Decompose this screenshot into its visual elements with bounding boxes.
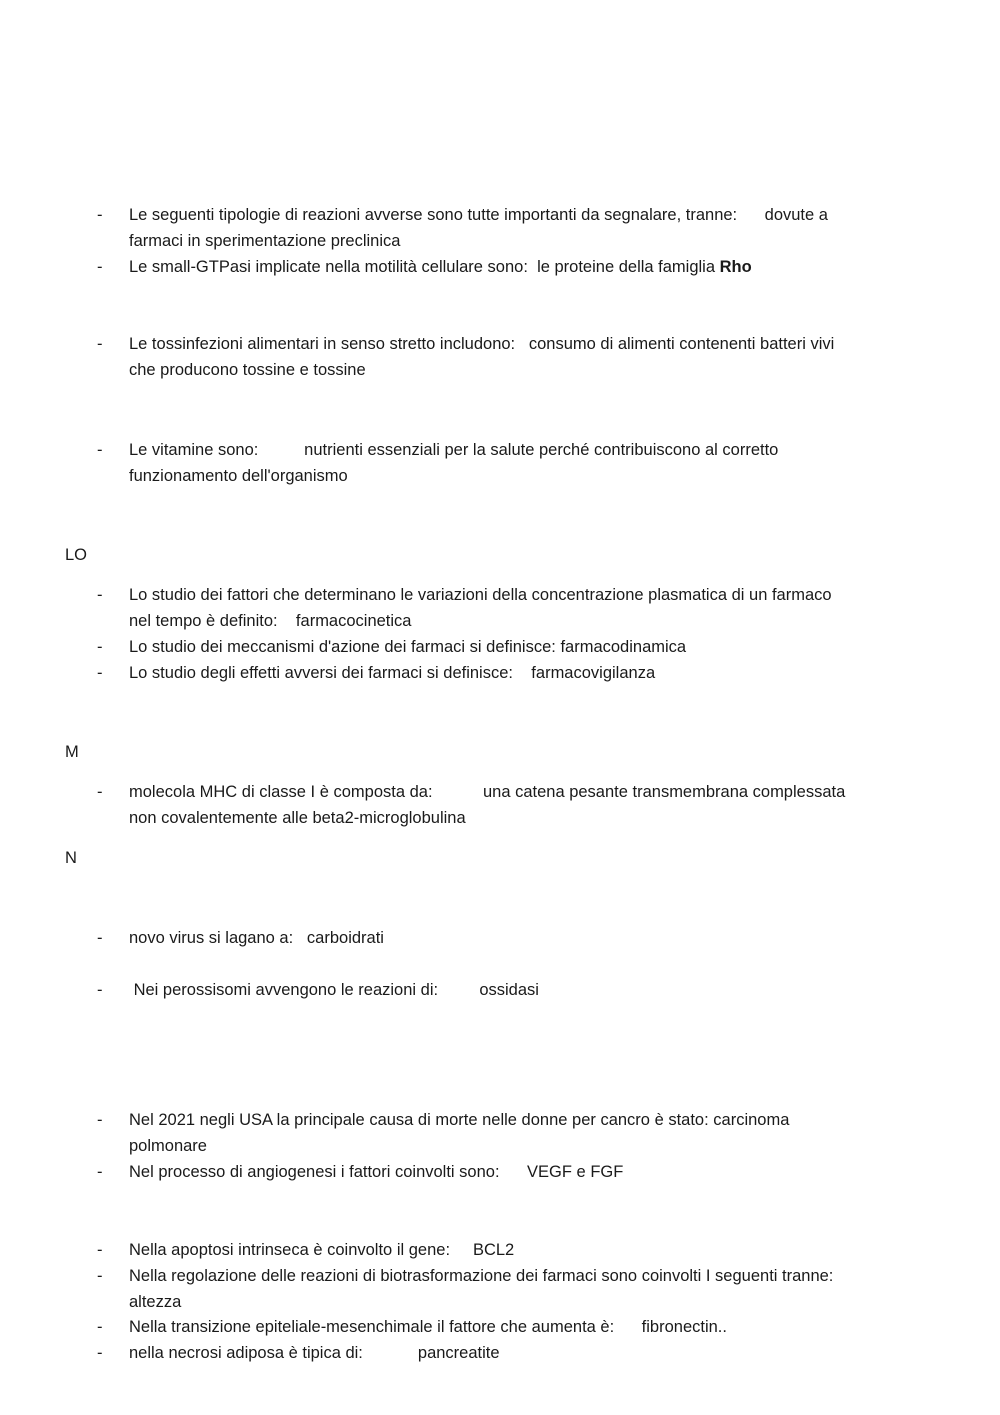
section-heading: N [65, 849, 77, 867]
list-item-line [129, 1237, 514, 1263]
list-item-text: Lo studio dei fattori che determinano le variazioni della concentrazione plasmatica di un farmaco [129, 586, 832, 604]
list-item-text: nella necrosi adiposa è tipica di: pancreatite [129, 1344, 500, 1362]
list-item-line [129, 1159, 623, 1185]
list-bullet: - [97, 638, 103, 656]
list-bullet: - [97, 258, 103, 276]
list-item-text: novo virus si lagano a: carboidrati [129, 929, 384, 947]
list-item-line [129, 331, 834, 357]
section-heading: LO [65, 546, 88, 564]
list-item-line [129, 254, 752, 280]
list-item-line [129, 1133, 207, 1159]
list-item-text: Le vitamine sono: nutrienti essenziali per la salute perché contribuiscono al corretto [129, 441, 779, 459]
list-bullet: - [97, 335, 103, 353]
list-item-text: molecola MHC di classe I è composta da: una catena pesante transmembrana complessata [129, 783, 846, 801]
list-item-line [129, 202, 828, 228]
list-item-line [129, 582, 832, 608]
list-bullet: - [97, 1267, 103, 1285]
list-bullet: - [97, 664, 103, 682]
list-item-line [129, 925, 384, 951]
list-item-text: polmonare [129, 1137, 207, 1155]
list-item-line [129, 1263, 833, 1289]
list-item-text: Nella regolazione delle reazioni di biotrasformazione dei farmaci sono coinvolti I seguenti tranne: [129, 1267, 834, 1285]
list-item-line [129, 1289, 181, 1315]
list-bullet: - [97, 1241, 103, 1259]
list-item-line [129, 805, 466, 831]
list-item-line [129, 1107, 789, 1133]
list-item-text: non covalentemente alle beta2-microglobulina [129, 809, 466, 827]
list-bullet: - [97, 1111, 103, 1129]
list-bullet: - [97, 1318, 103, 1336]
list-item-line [129, 660, 655, 686]
list-item-line [129, 779, 845, 805]
list-bullet: - [97, 1344, 103, 1362]
list-bullet: - [97, 1163, 103, 1181]
list-bullet: - [97, 981, 103, 999]
list-item-text: Nei perossisomi avvengono le reazioni di: ossidasi [129, 981, 539, 999]
list-item-text: Nel processo di angiogenesi i fattori coinvolti sono: VEGF e FGF [129, 1163, 624, 1181]
list-item-text: nel tempo è definito: farmacocinetica [129, 612, 412, 630]
list-item-text: Lo studio degli effetti avversi dei farmaci si definisce: farmacovigilanza [129, 664, 656, 682]
list-item-line [129, 977, 539, 1003]
list-item-text: altezza [129, 1293, 182, 1311]
list-bullet: - [97, 441, 103, 459]
list-item-line [129, 437, 778, 463]
list-item-text: Nel 2021 negli USA la principale causa di morte nelle donne per cancro è stato: carcinoma [129, 1111, 790, 1129]
list-bullet: - [97, 206, 103, 224]
list-item-text: Le tossinfezioni alimentari in senso stretto includono: consumo di alimenti contenenti batteri vivi [129, 335, 835, 353]
list-bullet: - [97, 783, 103, 801]
list-bullet: - [97, 929, 103, 947]
list-item-line [129, 1340, 500, 1366]
list-item-text: Le small-GTPasi implicate nella motilità cellulare sono: le proteine della famiglia [129, 258, 720, 276]
list-item-line [129, 634, 686, 660]
list-item-line [129, 357, 366, 383]
list-item-text: Lo studio dei meccanismi d'azione dei farmaci si definisce: farmacodinamica [129, 638, 687, 656]
section-heading: M [65, 743, 79, 761]
list-item-text: Nella apoptosi intrinseca è coinvolto il gene: BCL2 [129, 1241, 515, 1259]
list-item-line [129, 1314, 727, 1340]
bold-term: Rho [719, 258, 752, 276]
list-item-text: Le seguenti tipologie di reazioni avverse sono tutte importanti da segnalare, tranne: dovute a [129, 206, 828, 224]
list-item-text: che producono tossine e tossine [129, 361, 366, 379]
list-item-line [129, 463, 348, 489]
list-item-text: farmaci in sperimentazione preclinica [129, 232, 401, 250]
list-item-line [129, 228, 400, 254]
list-item-text: Nella transizione epiteliale-mesenchimale il fattore che aumenta è: fibronectin.. [129, 1318, 727, 1336]
list-item-text: funzionamento dell'organismo [129, 467, 348, 485]
list-item-line [129, 608, 411, 634]
list-bullet: - [97, 586, 103, 604]
